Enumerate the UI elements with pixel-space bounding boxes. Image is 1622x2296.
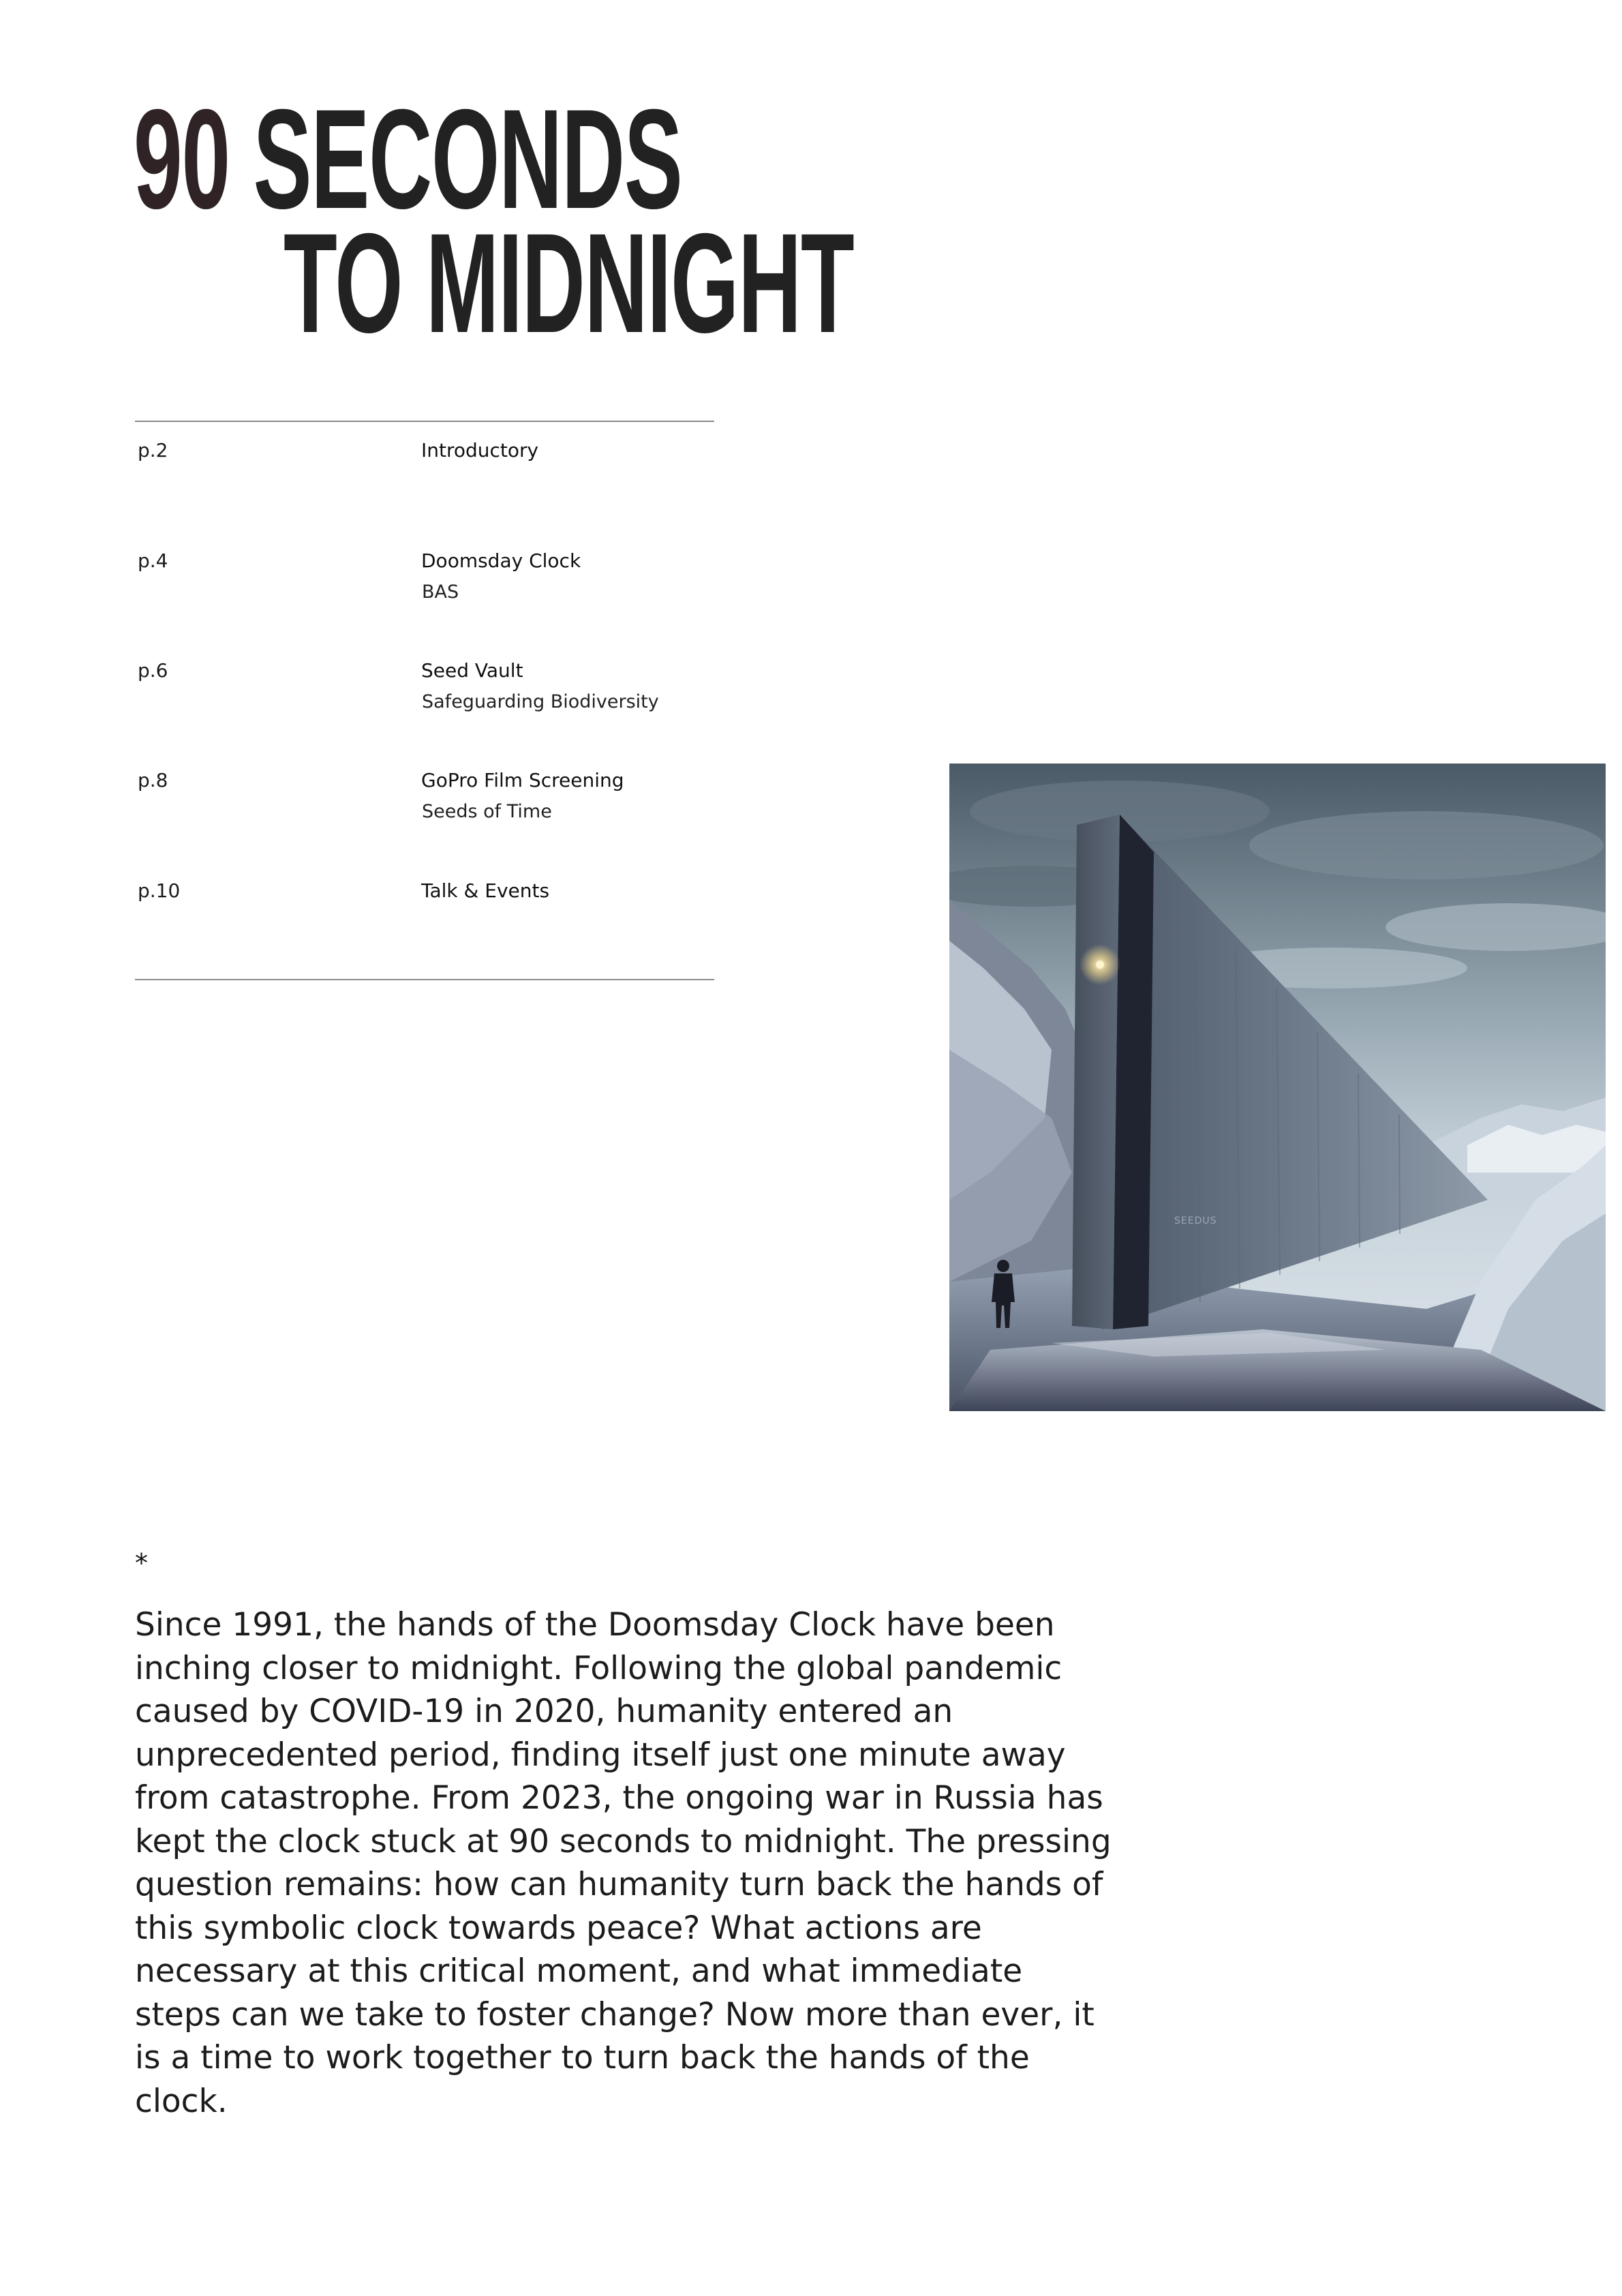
toc-page-number: p.10 [138, 879, 181, 902]
toc-title: Talk & Events [421, 879, 550, 902]
toc-row-gopro-film-screening[interactable] [135, 766, 714, 847]
intro-paragraph: Since 1991, the hands of the Doomsday Clock have been inching closer to midnight. Following the global pandemic caused by COVID-19 in 2020, humanity entered an unprecedented period, finding itself just one minute away from catastrophe. From 2023, the ongoing war in Russia has kept the clock stuck at 90 seconds to midnight. The pressing question remains: how can humanity turn back the hands of this symbolic clock towards peace? What actions are necessary at this critical moment, and what immediate steps can we take to foster change? Now more than ever, it is a time to work together to turn back the hands of the clock. [135, 1606, 1112, 2120]
toc-row-doomsday-clock[interactable] [135, 546, 714, 628]
page-title [134, 80, 1020, 363]
toc-title: Doomsday Clock [421, 549, 581, 572]
title-line-2: TO MIDNIGHT [284, 205, 854, 363]
toc-title: Introductory [421, 439, 539, 462]
toc-subtitle: BAS [422, 581, 459, 603]
asterisk-marker: * [135, 1548, 148, 1578]
toc-row-seed-vault[interactable] [135, 656, 714, 738]
title-word-seconds: SECONDS [253, 80, 682, 239]
toc-subtitle: Safeguarding Biodiversity [422, 691, 659, 712]
toc-row-talk-events[interactable] [135, 876, 714, 958]
title-number: 90 [134, 80, 230, 239]
toc-page-number: p.4 [138, 549, 168, 572]
toc-title: GoPro Film Screening [421, 769, 624, 791]
toc-title: Seed Vault [421, 659, 523, 682]
toc-page-number: p.8 [138, 769, 168, 791]
toc-row-introductory[interactable] [135, 436, 714, 517]
toc-page-number: p.6 [138, 659, 168, 682]
seed-vault-image [949, 764, 1606, 1411]
toc-subtitle: Seeds of Time [422, 801, 552, 822]
table-of-contents [135, 421, 714, 980]
toc-page-number: p.2 [138, 439, 168, 462]
svg-text:SEEDUS: SEEDUS [1174, 1215, 1217, 1226]
